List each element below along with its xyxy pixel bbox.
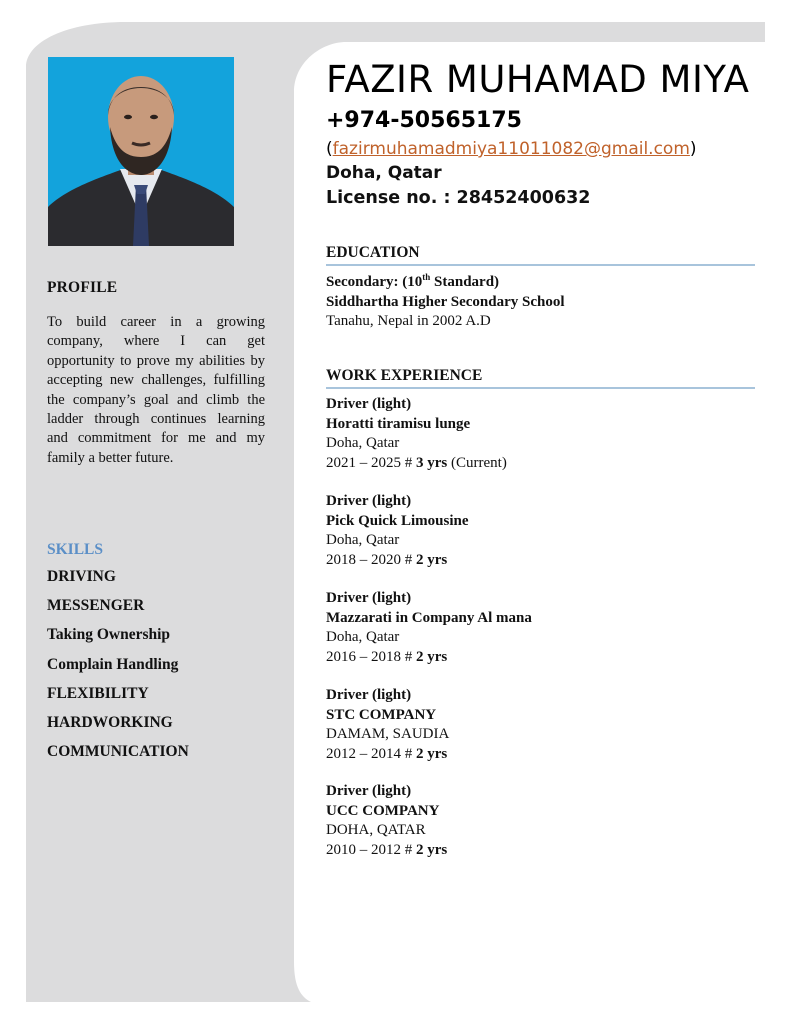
- skills-list: [47, 569, 189, 773]
- job-title: Driver (light): [326, 493, 412, 509]
- profile-text: To build career in a growing company, where I can get opportunity to prove my abilities by accepting new challenges, fulfilling the company’s goal and climb the ladder through continues learning and commitment for me and my family a better future.: [47, 314, 265, 466]
- skill-item: MESSENGER: [47, 597, 145, 615]
- city: Doha, Qatar: [326, 163, 442, 183]
- job-title: Driver (light): [326, 783, 412, 799]
- skill-item: DRIVING: [47, 568, 116, 585]
- skills-heading: SKILLS: [47, 541, 104, 558]
- job-company: Mazzarati in Company Al mana: [326, 609, 532, 626]
- phone-number: +974-50565175: [326, 108, 522, 133]
- job-location: DAMAM, SAUDIA: [326, 726, 450, 742]
- candidate-name: FAZIR MUHAMAD MIYA: [326, 58, 750, 101]
- education-place: Tanahu, Nepal in 2002 A.D: [326, 313, 491, 329]
- work-heading: WORK EXPERIENCE: [326, 367, 755, 389]
- email-line: (fazirmuhamadmiya11011082@gmail.com): [326, 139, 697, 159]
- job-entry: [326, 686, 449, 764]
- skill-item: Complain Handling: [47, 655, 179, 673]
- job-company: UCC COMPANY: [326, 802, 440, 819]
- education-level: Secondary: (10th Standard): [326, 272, 500, 290]
- job-title: Driver (light): [326, 687, 412, 703]
- skill-item: FLEXIBILITY: [47, 684, 149, 702]
- job-entry: [326, 492, 469, 570]
- job-period: 2018 – 2020 # 2 yrs: [326, 551, 448, 568]
- job-title: Driver (light): [326, 396, 412, 412]
- skill-item: COMMUNICATION: [47, 743, 189, 761]
- job-location: DOHA, QATAR: [326, 822, 426, 838]
- job-entry: [326, 395, 507, 473]
- skill-item: Taking Ownership: [47, 626, 171, 644]
- job-company: STC COMPANY: [326, 706, 437, 723]
- job-period: 2010 – 2012 # 2 yrs: [326, 841, 448, 858]
- job-period: 2016 – 2018 # 2 yrs: [326, 648, 448, 665]
- job-entry: [326, 782, 447, 860]
- profile-photo: [48, 57, 234, 246]
- license-number: License no. : 28452400632: [326, 188, 591, 208]
- job-period: 2021 – 2025 # 3 yrs (Current): [326, 454, 507, 471]
- job-location: Doha, Qatar: [326, 435, 400, 451]
- email-link[interactable]: fazirmuhamadmiya11011082@gmail.com: [332, 139, 690, 159]
- skill-item: HARDWORKING: [47, 713, 173, 731]
- education-block: [326, 273, 565, 332]
- job-location: Doha, Qatar: [326, 532, 400, 548]
- job-location: Doha, Qatar: [326, 629, 400, 645]
- job-entry: [326, 589, 532, 667]
- job-company: Horatti tiramisu lunge: [326, 415, 471, 432]
- job-title: Driver (light): [326, 590, 412, 606]
- education-heading: EDUCATION: [326, 244, 755, 266]
- education-school: Siddhartha Higher Secondary School: [326, 293, 565, 310]
- profile-heading: PROFILE: [47, 279, 118, 296]
- job-period: 2012 – 2014 # 2 yrs: [326, 745, 448, 762]
- job-company: Pick Quick Limousine: [326, 512, 469, 529]
